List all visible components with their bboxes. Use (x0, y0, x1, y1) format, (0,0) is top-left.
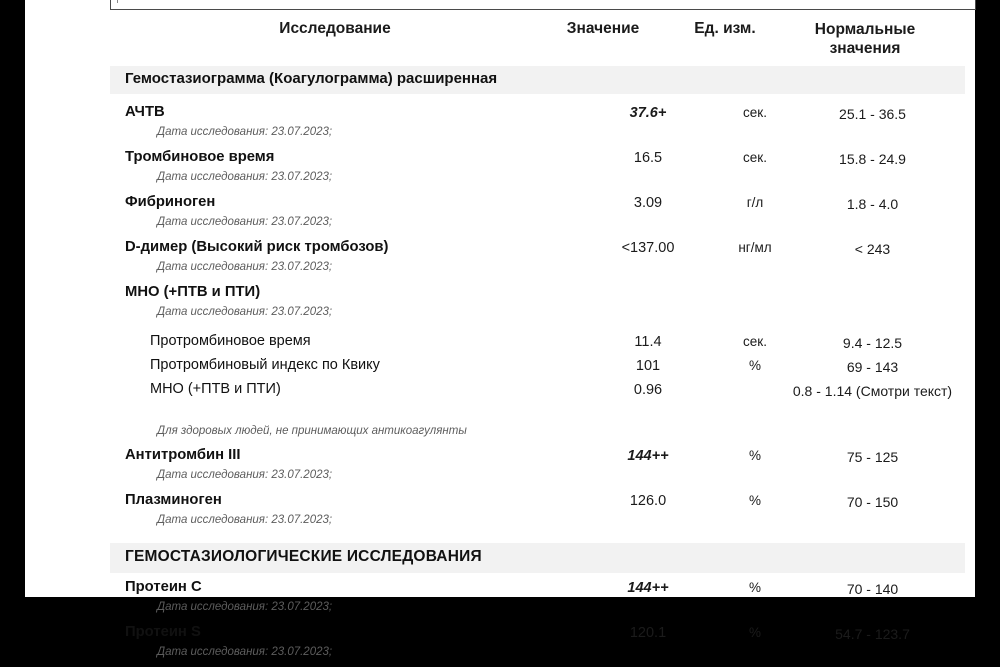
column-header-units: Ед. изм. (694, 20, 756, 37)
row-date-line (25, 469, 975, 490)
row-date-line (25, 306, 975, 327)
row-units: % (748, 358, 761, 373)
row-name: МНО (+ПТВ и ПТИ) (150, 381, 281, 397)
table-row[interactable] (25, 331, 975, 355)
row-name: МНО (+ПТВ и ПТИ) (125, 284, 261, 300)
row-name: Антитромбин III (125, 447, 241, 463)
row-units: % (748, 580, 761, 595)
row-norm: 75 - 125 (846, 449, 899, 465)
row-name: Плазминоген (125, 492, 222, 508)
row-date: Дата исследования: 23.07.2023; (157, 514, 333, 526)
row-name: Протромбиновое время (150, 333, 311, 349)
row-value: 126.0 (629, 493, 667, 509)
row-date-line (25, 126, 975, 147)
row-date: Дата исследования: 23.07.2023; (157, 646, 333, 658)
row-date: Дата исследования: 23.07.2023; (157, 261, 333, 273)
report-page (25, 0, 975, 658)
table-row[interactable] (25, 147, 975, 171)
row-date: Дата исследования: 23.07.2023; (157, 306, 333, 318)
spacer (25, 535, 975, 543)
section-footnote: Для здоровых людей, не принимающих антикоагулянты (157, 425, 467, 437)
table-row[interactable] (25, 577, 975, 601)
row-date-line (25, 601, 975, 622)
table-row[interactable] (25, 282, 975, 306)
table-row[interactable] (25, 355, 975, 379)
row-name: Протеин C (125, 579, 202, 595)
row-name: Протромбиновый индекс по Квику (150, 357, 380, 373)
row-value: 0.96 (633, 382, 663, 398)
row-name: Протеин S (125, 624, 201, 640)
table-row[interactable] (25, 490, 975, 514)
row-units: сек. (743, 105, 767, 120)
row-value: 3.09 (633, 195, 663, 211)
row-name: Фибриноген (125, 194, 216, 210)
row-units: % (748, 448, 761, 463)
row-date: Дата исследования: 23.07.2023; (157, 601, 333, 613)
section-footnote-line (25, 421, 975, 445)
row-norm: 9.4 - 12.5 (842, 335, 903, 351)
row-value: 11.4 (634, 334, 662, 350)
section-header-hemostasiology (110, 543, 965, 573)
row-units: % (748, 625, 761, 640)
column-header-norm: Нормальные значения (814, 21, 916, 57)
row-value: 144++ (627, 448, 669, 464)
row-date-line (25, 646, 975, 667)
row-date-line (25, 514, 975, 535)
table-row[interactable] (25, 379, 975, 421)
row-value: 101 (635, 358, 661, 374)
row-value: 37.6+ (629, 105, 667, 121)
row-value: 16.5 (633, 150, 663, 166)
section-title: Гемостазиограмма (Коагулограмма) расширенная (125, 70, 498, 87)
table-row[interactable] (25, 445, 975, 469)
table-row[interactable] (25, 622, 975, 646)
section-title: ГЕМОСТАЗИОЛОГИЧЕСКИЕ ИССЛЕДОВАНИЯ (125, 548, 482, 565)
row-units: сек. (743, 150, 767, 165)
column-header-study: Исследование (279, 20, 391, 37)
row-value: 144++ (627, 580, 669, 596)
row-norm: < 243 (854, 241, 891, 257)
row-name: Тромбиновое время (125, 149, 275, 165)
row-norm: 70 - 140 (846, 581, 899, 597)
row-name: D-димер (Высокий риск тромбозов) (125, 239, 389, 255)
row-units: % (748, 493, 761, 508)
section-header-hemostasiogram (110, 66, 965, 94)
spacer (25, 94, 975, 102)
row-value: <137.00 (621, 240, 675, 256)
cropped-header-box (110, 0, 976, 10)
row-date-line (25, 216, 975, 237)
cropped-header-text (117, 0, 148, 3)
row-norm: 1.8 - 4.0 (846, 196, 899, 212)
table-row[interactable] (25, 192, 975, 216)
row-date: Дата исследования: 23.07.2023; (157, 469, 333, 481)
report-content (25, 14, 975, 667)
row-norm: 70 - 150 (846, 494, 899, 510)
row-value: 120.1 (629, 625, 667, 641)
row-norm: 69 - 143 (846, 359, 899, 375)
table-column-headers (25, 14, 975, 66)
row-units: нг/мл (738, 240, 772, 255)
row-date-line (25, 171, 975, 192)
row-date-line (25, 261, 975, 282)
column-header-value: Значение (566, 20, 640, 37)
row-norm: 25.1 - 36.5 (839, 106, 906, 122)
row-date: Дата исследования: 23.07.2023; (157, 171, 333, 183)
row-units: г/л (746, 195, 764, 210)
row-norm: 15.8 - 24.9 (839, 151, 906, 167)
table-row[interactable] (25, 102, 975, 126)
row-name: АЧТВ (125, 104, 165, 120)
row-date: Дата исследования: 23.07.2023; (157, 126, 333, 138)
row-norm: 54.7 - 123.7 (835, 626, 910, 642)
row-units: сек. (743, 334, 767, 349)
row-norm: 0.8 - 1.14 (Смотри текст) (792, 383, 953, 399)
table-row[interactable] (25, 237, 975, 261)
row-date: Дата исследования: 23.07.2023; (157, 216, 333, 228)
